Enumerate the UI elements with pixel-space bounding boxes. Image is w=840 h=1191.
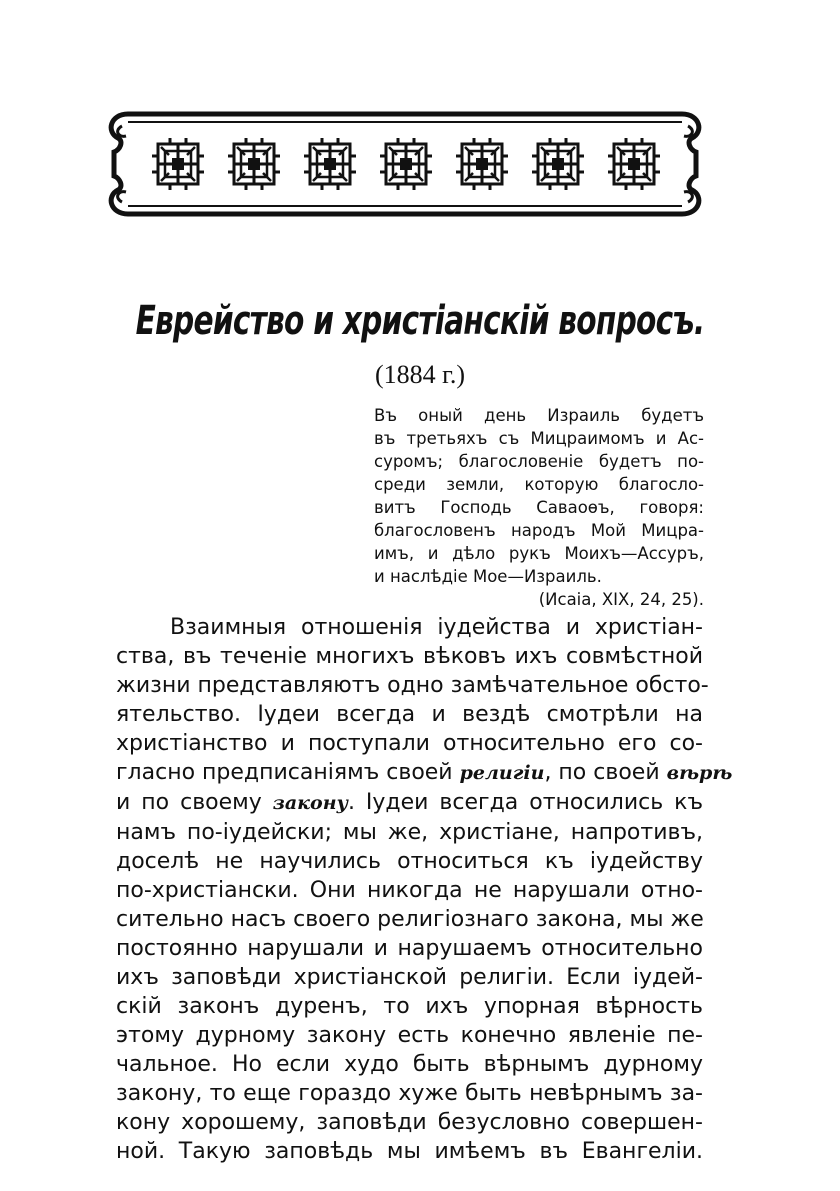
ornament-tile: [456, 138, 508, 190]
text-line: кону хорошему, заповѣди безусловно совершен-: [116, 1110, 703, 1135]
emphasis-law: закону: [272, 792, 348, 814]
epigraph-line: имъ, и дѣло рукъ Моихъ—Ассуръ,: [374, 544, 704, 563]
text-line: доселѣ не научились относиться къ іудейству: [116, 849, 703, 874]
body-paragraph: [116, 613, 733, 1166]
epigraph-line: благословенъ народъ Мой Мицра-: [374, 521, 704, 540]
ornament-header: [100, 92, 710, 232]
text-line: закону, то еще гораздо хуже быть невѣрнымъ за-: [116, 1081, 703, 1106]
text-line: сительно насъ своего религіознаго закона, мы же: [116, 907, 704, 932]
epigraph-line: Въ оный день Израиль будетъ: [374, 406, 704, 425]
text-segment: и по своему: [116, 790, 273, 815]
text-line: христіанство и поступали относительно его со-: [116, 731, 703, 756]
text-line: по-христіански. Они никогда не нарушали отно-: [116, 878, 703, 903]
ornament-tile: [152, 138, 204, 190]
text-segment: гласно предписаніямъ своей: [116, 760, 460, 785]
text-line: жизни представляютъ одно замѣчательное обсто-: [116, 673, 709, 698]
ornament-tile: [228, 138, 280, 190]
epigraph-line: суромъ; благословеніе будетъ по-: [374, 452, 704, 471]
ornament-tile: [380, 138, 432, 190]
text-line: ихъ заповѣди христіанской религіи. Если іудей-: [116, 965, 703, 990]
text-line: ятельство. Іудеи всегда и вездѣ смотрѣли на: [116, 702, 703, 727]
text-line: намъ по-іудейски; мы же, христіане, напротивъ,: [116, 820, 703, 845]
text-segment: , по своей: [544, 760, 667, 785]
epigraph: [374, 404, 704, 611]
emphasis-religion: религіи: [459, 762, 545, 784]
ornament-tile: [608, 138, 660, 190]
ornament-tile: [304, 138, 356, 190]
epigraph-line: витъ Господь Саваоѳъ, говоря:: [374, 498, 704, 517]
chapter-year: (1884 г.): [374, 360, 466, 389]
text-line: [116, 788, 703, 818]
epigraph-line: среди земли, которую благосло-: [374, 475, 704, 494]
text-line: ства, въ теченіе многихъ вѣковъ ихъ совмѣстной: [116, 644, 703, 669]
chapter-title: Еврейство и христіанскій вопросъ.: [135, 298, 705, 344]
text-segment: . Іудеи всегда относились къ: [347, 790, 703, 815]
epigraph-line: въ третьяхъ съ Мицраимомъ и Ас-: [374, 429, 704, 448]
text-line: Взаимныя отношенія іудейства и христіан-: [170, 615, 703, 640]
epigraph-source: (Исаіа, XIX, 24, 25).: [538, 590, 704, 609]
ornament-tile: [532, 138, 584, 190]
text-line: ной. Такую заповѣдь мы имѣемъ въ Евангеліи.: [116, 1139, 703, 1164]
text-line: этому дурному закону есть конечно явленіе пе-: [116, 1023, 703, 1048]
emphasis-faith: вѣрѣ: [666, 762, 733, 784]
text-line: [116, 758, 733, 788]
epigraph-line: и наслѣдіе Мое—Израиль.: [374, 567, 602, 586]
text-line: скій законъ дуренъ, то ихъ упорная вѣрность: [116, 994, 703, 1019]
text-line: чальное. Но если худо быть вѣрнымъ дурному: [116, 1052, 703, 1077]
text-line: постоянно нарушали и нарушаемъ относительно: [116, 936, 703, 961]
